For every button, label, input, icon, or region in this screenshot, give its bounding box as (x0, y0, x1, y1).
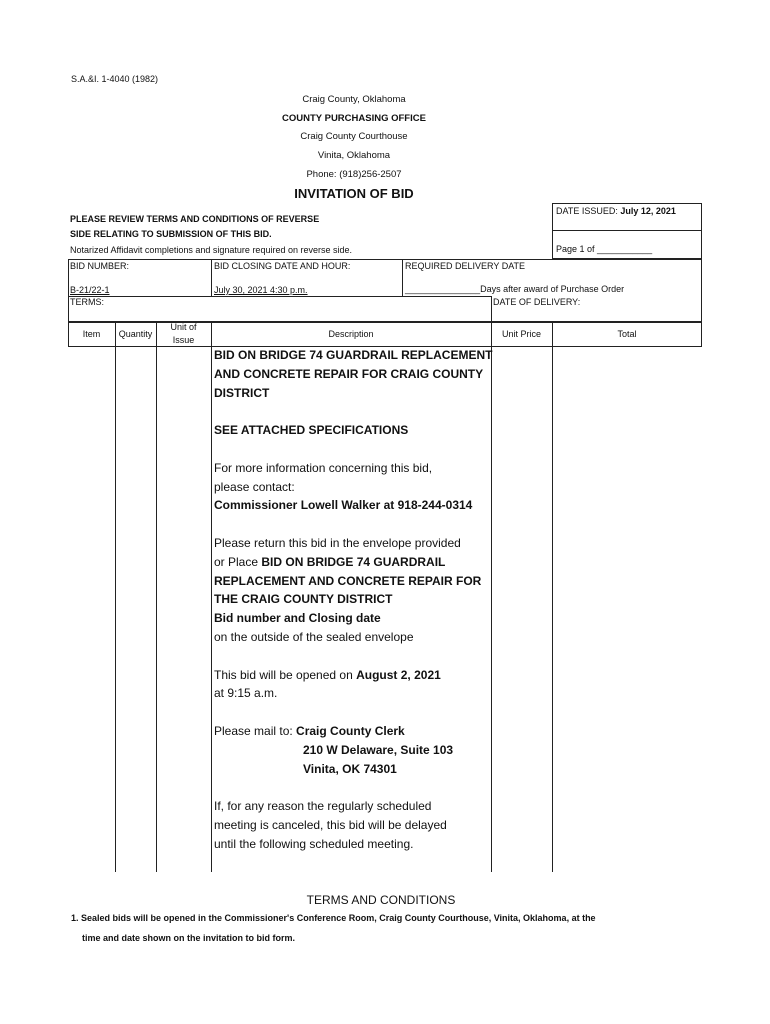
desc-return-1: Please return this bid in the envelope provided (214, 535, 461, 550)
desc-cancel-1: If, for any reason the regularly scheduled (214, 799, 432, 814)
terms-label: TERMS: (70, 297, 105, 307)
terms-item-1-line-2: time and date shown on the invitation to bid form. (82, 933, 295, 943)
building-name: Craig County Courthouse (300, 131, 408, 142)
date-of-delivery-label: DATE OF DELIVERY: (493, 297, 581, 307)
desc-return-5: Bid number and Closing date (214, 611, 381, 626)
divider (491, 296, 492, 322)
desc-cancel-2: meeting is canceled, this bid will be delayed (214, 817, 447, 832)
bid-description (214, 346, 494, 854)
desc-mail-3: Vinita, OK 74301 (303, 761, 397, 776)
desc-open-date: This bid will be opened on August 2, 2021 (214, 667, 441, 682)
col-item: Item (82, 329, 101, 339)
desc-return-4: THE CRAIG COUNTY DISTRICT (214, 592, 393, 607)
bid-number-label: BID NUMBER: (70, 261, 130, 271)
desc-title-2: AND CONCRETE REPAIR FOR CRAIG COUNTY (214, 366, 484, 381)
office-name: COUNTY PURCHASING OFFICE (282, 113, 426, 124)
divider (402, 259, 403, 296)
county-name: Craig County, Oklahoma (302, 94, 406, 105)
desc-mail-2: 210 W Delaware, Suite 103 (303, 742, 454, 757)
desc-info-2: please contact: (214, 479, 295, 494)
notice-line-3: Notarized Affidavit completions and signature required on reverse side. (70, 245, 352, 255)
col-unit-of-issue: Unit of Issue (170, 322, 197, 345)
notice-line-1: PLEASE REVIEW TERMS AND CONDITIONS OF REVERSE (70, 214, 320, 224)
desc-specs: SEE ATTACHED SPECIFICATIONS (214, 423, 409, 438)
form-code: S.A.&I. 1-4040 (1982) (71, 74, 159, 84)
desc-cancel-3: until the following scheduled meeting. (214, 836, 414, 851)
divider (552, 230, 702, 231)
delivery-value: _______________Days after award of Purchase Order (405, 284, 625, 294)
divider (552, 347, 553, 872)
desc-mail-1: Please mail to: Craig County Clerk (214, 723, 405, 738)
divider (211, 347, 212, 872)
divider (68, 296, 492, 297)
desc-info-1: For more information concerning this bid, (214, 460, 433, 475)
terms-item-1-line-1: 1. Sealed bids will be opened in the Commissioner's Conference Room, Craig County Courthouse, Vinita, Oklahoma, at the (71, 913, 596, 923)
col-description: Description (328, 329, 374, 339)
desc-return-6: on the outside of the sealed envelope (214, 629, 414, 644)
desc-return-3: REPLACEMENT AND CONCRETE REPAIR FOR (214, 573, 482, 588)
divider (156, 347, 157, 872)
delivery-label: REQUIRED DELIVERY DATE (405, 261, 526, 271)
closing-label: BID CLOSING DATE AND HOUR: (214, 261, 351, 271)
desc-contact: Commissioner Lowell Walker at 918-244-0314 (214, 498, 473, 513)
desc-return-2: or Place BID ON BRIDGE 74 GUARDRAIL (214, 554, 446, 569)
desc-title-1: BID ON BRIDGE 74 GUARDRAIL REPLACEMENT (214, 348, 493, 362)
col-total: Total (617, 329, 637, 339)
date-issued: DATE ISSUED: July 12, 2021 (556, 206, 676, 216)
bid-number-value: B-21/22-1 (70, 285, 110, 295)
desc-title-3: DISTRICT (214, 385, 270, 400)
divider (115, 347, 116, 872)
notice-line-2: SIDE RELATING TO SUBMISSION OF THIS BID. (70, 229, 272, 239)
city-name: Vinita, Oklahoma (317, 150, 391, 161)
col-unit-price: Unit Price (501, 329, 541, 339)
closing-value: July 30, 2021 4:30 p.m. (214, 285, 308, 295)
page-number: Page 1 of ___________ (556, 244, 653, 254)
page-title: INVITATION OF BID (294, 186, 414, 201)
desc-open-time: at 9:15 a.m. (214, 686, 278, 701)
phone-number: Phone: (918)256-2507 (306, 169, 402, 180)
terms-heading: TERMS AND CONDITIONS (306, 893, 456, 907)
col-quantity: Quantity (118, 329, 153, 339)
divider (211, 259, 212, 296)
